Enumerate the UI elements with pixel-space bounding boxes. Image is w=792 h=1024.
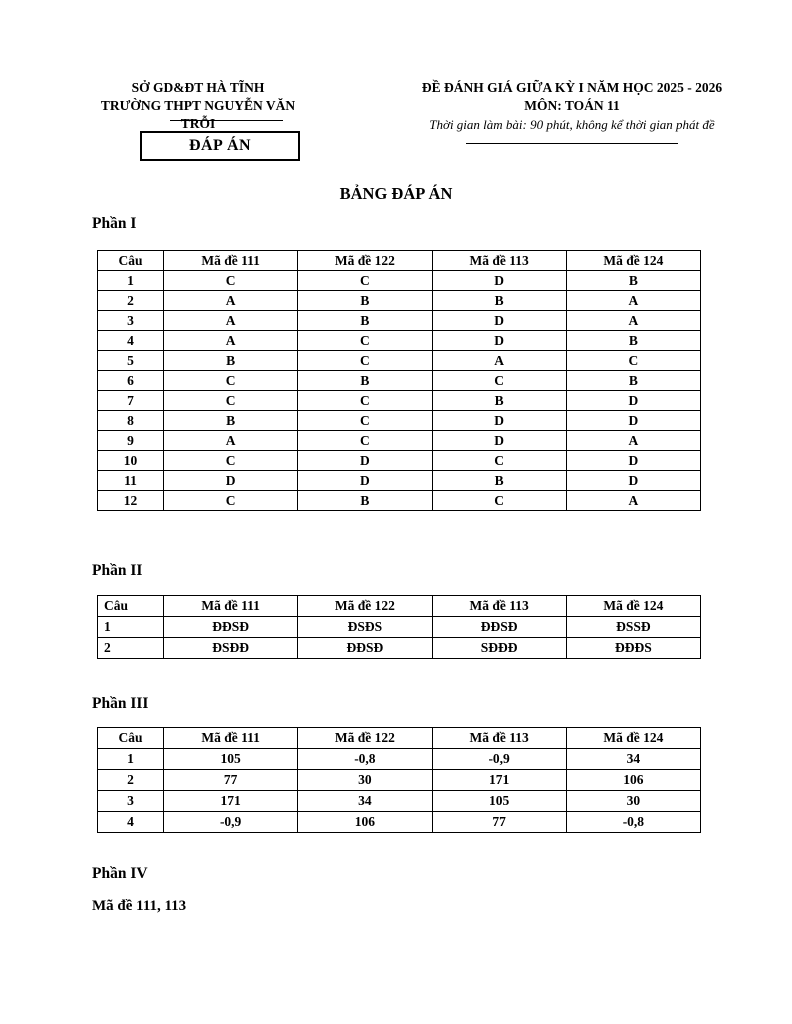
header-left-underline: [170, 120, 283, 121]
section-label-part1: Phần I: [92, 215, 137, 232]
answer-cell: C: [432, 491, 566, 511]
table-row: [98, 371, 701, 391]
answer-cell: C: [164, 491, 298, 511]
answer-cell: C: [298, 331, 432, 351]
table-row: [98, 617, 701, 638]
answer-cell: D: [566, 471, 700, 491]
answer-cell: C: [298, 411, 432, 431]
question-number: 2: [98, 638, 164, 659]
answer-cell: B: [566, 331, 700, 351]
answer-cell: A: [164, 331, 298, 351]
answer-cell: C: [298, 271, 432, 291]
question-number: 5: [98, 351, 164, 371]
answer-cell: B: [432, 391, 566, 411]
answer-cell: A: [432, 351, 566, 371]
answer-key-box-label: ĐÁP ÁN: [140, 131, 300, 161]
answer-cell: ĐĐSĐ: [164, 617, 298, 638]
answer-cell: D: [298, 451, 432, 471]
answer-cell: B: [432, 471, 566, 491]
answer-cell: B: [566, 371, 700, 391]
answer-cell: A: [164, 311, 298, 331]
answer-cell: C: [298, 351, 432, 371]
answer-cell: ĐĐSĐ: [298, 638, 432, 659]
answer-cell: 105: [432, 791, 566, 812]
answer-cell: B: [298, 311, 432, 331]
column-header: Mã đề 111: [164, 251, 298, 271]
table-row: [98, 471, 701, 491]
question-number: 11: [98, 471, 164, 491]
answer-cell: C: [164, 391, 298, 411]
department-name: SỞ GD&ĐT HÀ TĨNH: [131, 80, 265, 95]
table-row: [98, 491, 701, 511]
column-header: Mã đề 113: [432, 728, 566, 749]
column-header: Mã đề 111: [164, 728, 298, 749]
answer-cell: D: [566, 411, 700, 431]
answer-cell: 77: [164, 770, 298, 791]
table-row: [98, 411, 701, 431]
answer-cell: A: [164, 291, 298, 311]
question-number: 1: [98, 749, 164, 770]
table-row: [98, 391, 701, 411]
answer-cell: ĐSĐĐ: [164, 638, 298, 659]
question-number: 3: [98, 791, 164, 812]
answer-cell: D: [432, 431, 566, 451]
answer-cell: -0,9: [164, 812, 298, 833]
answer-cell: 105: [164, 749, 298, 770]
answer-cell: A: [566, 311, 700, 331]
table-row: [98, 431, 701, 451]
answer-cell: 106: [298, 812, 432, 833]
answer-cell: D: [432, 331, 566, 351]
answer-cell: 34: [298, 791, 432, 812]
answer-cell: B: [164, 351, 298, 371]
question-number: 1: [98, 617, 164, 638]
answer-cell: ĐĐSĐ: [432, 617, 566, 638]
page-title: BẢNG ĐÁP ÁN: [339, 184, 453, 203]
column-header: Mã đề 122: [298, 251, 432, 271]
answer-cell: B: [298, 291, 432, 311]
answer-cell: B: [298, 491, 432, 511]
table-row: [98, 451, 701, 471]
answer-cell: C: [164, 271, 298, 291]
answer-cell: -0,8: [298, 749, 432, 770]
table-header-row: [98, 728, 701, 749]
answer-table-part3: [97, 727, 701, 833]
answer-cell: C: [432, 451, 566, 471]
answer-cell: B: [566, 271, 700, 291]
answer-cell: C: [566, 351, 700, 371]
answer-cell: C: [164, 371, 298, 391]
answer-cell: A: [566, 431, 700, 451]
column-header: Mã đề 113: [432, 596, 566, 617]
column-header: Mã đề 111: [164, 596, 298, 617]
header-right-underline: [466, 143, 678, 144]
question-number: 10: [98, 451, 164, 471]
answer-cell: C: [298, 391, 432, 411]
answer-cell: B: [298, 371, 432, 391]
answer-cell: C: [432, 371, 566, 391]
table-row: [98, 638, 701, 659]
header-right: [403, 79, 741, 134]
answer-table-part1: [97, 250, 701, 511]
question-number: 6: [98, 371, 164, 391]
column-header: Mã đề 124: [566, 251, 700, 271]
answer-cell: D: [432, 411, 566, 431]
table-row: [98, 331, 701, 351]
answer-cell: D: [432, 271, 566, 291]
answer-cell: B: [432, 291, 566, 311]
table-header-row: [98, 596, 701, 617]
answer-cell: 171: [164, 791, 298, 812]
header-left: [92, 79, 304, 133]
section-label-part3: Phần III: [92, 695, 149, 712]
answer-cell: B: [164, 411, 298, 431]
question-number: 4: [98, 331, 164, 351]
column-header: Câu: [98, 596, 164, 617]
answer-cell: 30: [566, 791, 700, 812]
answer-cell: 171: [432, 770, 566, 791]
duration-note: Thời gian làm bài: 90 phút, không kể thời gian phát đề: [429, 117, 715, 132]
question-number: 9: [98, 431, 164, 451]
column-header: Mã đề 122: [298, 728, 432, 749]
answer-cell: C: [164, 451, 298, 471]
column-header: Câu: [98, 251, 164, 271]
school-name: TRƯỜNG THPT NGUYỄN VĂN TRỖI: [100, 98, 296, 131]
table-header-row: [98, 251, 701, 271]
column-header: Mã đề 122: [298, 596, 432, 617]
table-row: [98, 770, 701, 791]
column-header: Mã đề 124: [566, 596, 700, 617]
exam-title: ĐỀ ĐÁNH GIÁ GIỮA KỲ I NĂM HỌC 2025 - 2026: [421, 80, 723, 95]
answer-cell: ĐSSĐ: [566, 617, 700, 638]
answer-table-part2: [97, 595, 701, 659]
question-number: 2: [98, 770, 164, 791]
answer-cell: D: [566, 391, 700, 411]
column-header: Mã đề 113: [432, 251, 566, 271]
answer-cell: 77: [432, 812, 566, 833]
question-number: 3: [98, 311, 164, 331]
question-number: 4: [98, 812, 164, 833]
answer-cell: A: [566, 291, 700, 311]
column-header: Mã đề 124: [566, 728, 700, 749]
table-row: [98, 749, 701, 770]
question-number: 8: [98, 411, 164, 431]
answer-cell: SĐĐĐ: [432, 638, 566, 659]
table-row: [98, 291, 701, 311]
part4-note: Mã đề 111, 113: [92, 898, 187, 914]
table-row: [98, 791, 701, 812]
answer-cell: 30: [298, 770, 432, 791]
section-label-part2: Phần II: [92, 562, 143, 579]
question-number: 7: [98, 391, 164, 411]
answer-cell: D: [432, 311, 566, 331]
question-number: 1: [98, 271, 164, 291]
answer-cell: D: [566, 451, 700, 471]
answer-cell: 106: [566, 770, 700, 791]
table-row: [98, 271, 701, 291]
column-header: Câu: [98, 728, 164, 749]
answer-cell: ĐSĐS: [298, 617, 432, 638]
answer-cell: 34: [566, 749, 700, 770]
subject-line: MÔN: TOÁN 11: [524, 98, 620, 113]
answer-cell: D: [164, 471, 298, 491]
question-number: 12: [98, 491, 164, 511]
table-row: [98, 351, 701, 371]
answer-cell: ĐĐĐS: [566, 638, 700, 659]
table-row: [98, 812, 701, 833]
answer-cell: A: [164, 431, 298, 451]
answer-cell: -0,8: [566, 812, 700, 833]
section-label-part4: Phần IV: [92, 865, 148, 882]
question-number: 2: [98, 291, 164, 311]
answer-cell: -0,9: [432, 749, 566, 770]
answer-cell: D: [298, 471, 432, 491]
table-row: [98, 311, 701, 331]
answer-cell: C: [298, 431, 432, 451]
answer-cell: A: [566, 491, 700, 511]
